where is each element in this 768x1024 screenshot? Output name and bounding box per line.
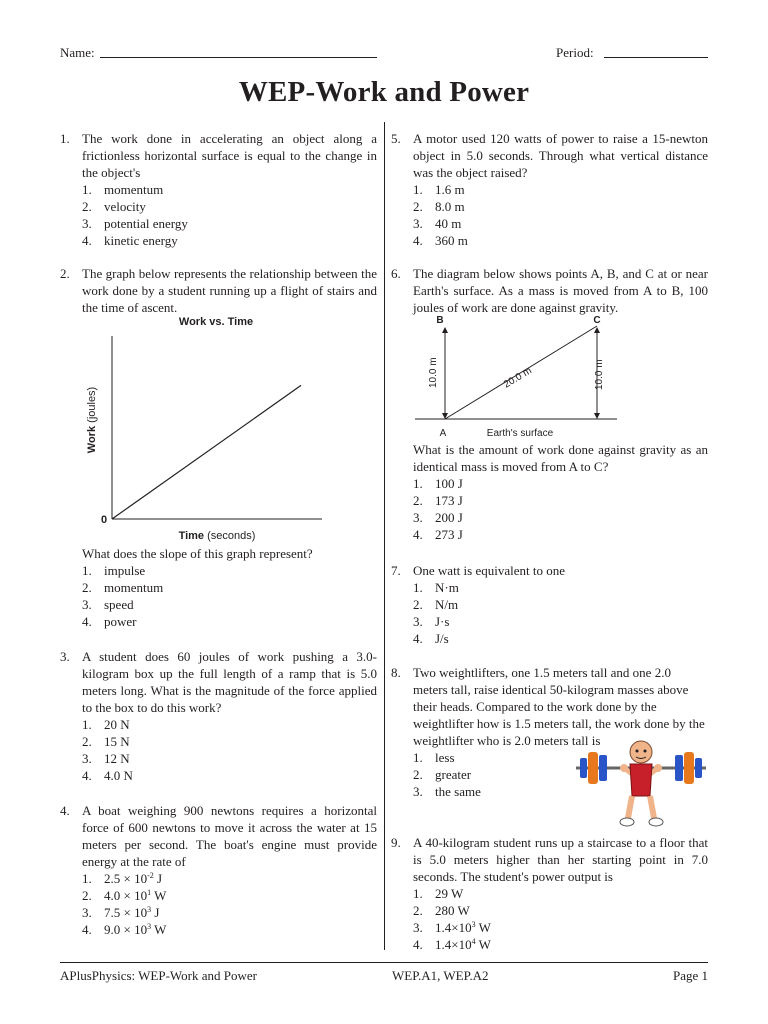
options-list [413, 579, 708, 647]
option-unit: J [151, 905, 160, 920]
svg-text:Work (joules) [86, 387, 98, 453]
option-4[interactable]: 4. 4.0 N [82, 768, 133, 783]
question-6-prompt [391, 441, 708, 543]
point-b-label: B [436, 315, 444, 326]
option-text: J·s [435, 614, 450, 629]
option-2[interactable]: 2. momentum [82, 580, 164, 595]
option-text: 100 J [435, 476, 463, 491]
option-3[interactable]: 3. $1.4\times 10^3$ W [413, 920, 491, 935]
question-number: 5. [391, 131, 401, 146]
question-3 [60, 648, 377, 784]
chart-title: Work vs. Time [178, 316, 254, 328]
name-label: Name: [60, 45, 95, 60]
y-label-units: (joules) [86, 386, 98, 423]
option-1[interactable]: 1. less [413, 750, 455, 765]
question-number: 8. [391, 665, 401, 680]
option-text: power [104, 614, 137, 629]
option-text: 280 W [435, 903, 470, 918]
height-ab-label: 10.0 m [428, 357, 439, 388]
option-2[interactable]: 2. greater [413, 767, 472, 782]
option-mantissa: 7.5 × 10 [104, 905, 148, 920]
question-2 [60, 265, 377, 316]
option-2[interactable]: 2. velocity [82, 199, 146, 214]
footer-page-number: Page 1 [672, 968, 708, 983]
height-c-label: 10.0 m [594, 359, 605, 390]
question-stem: The work done in accelerating an object along a frictionless horizontal surface is equal to the change in the object's [82, 131, 377, 180]
option-mantissa: 2.5 × 10 [104, 871, 148, 886]
question-7 [391, 562, 708, 647]
option-2[interactable]: 2. 173 J [413, 493, 463, 508]
option-4[interactable]: 4. 273 J [413, 527, 463, 542]
option-text: impulse [104, 563, 146, 578]
option-text: kinetic energy [104, 233, 178, 248]
x-label-units: (seconds) [207, 530, 256, 542]
point-a-label: A [439, 428, 447, 439]
options-list [82, 181, 377, 249]
question-6 [391, 265, 708, 316]
series-line-work [112, 385, 301, 519]
option-exponent: 3 [471, 920, 476, 929]
question-stem: The graph below represents the relationship between the work done by a student running up a flight of stairs and the time of ascent. [82, 266, 377, 315]
options-list [413, 475, 708, 543]
option-2[interactable]: 2. $4.0 \times 10^1$ W [82, 888, 167, 903]
options-list [82, 716, 377, 784]
option-3[interactable]: 3. 200 J [413, 510, 463, 525]
options-list [413, 885, 708, 953]
y-axis-label [86, 387, 98, 453]
option-1[interactable]: 1. 20 N [82, 717, 130, 732]
question-9 [391, 834, 708, 953]
option-4[interactable]: 4. 360 m [413, 233, 468, 248]
question-number: 2. [60, 266, 70, 281]
option-2[interactable]: 2. 280 W [413, 903, 470, 918]
option-unit: W [151, 922, 167, 937]
option-mantissa: 1.4×10 [435, 937, 472, 952]
option-1[interactable]: 1. momentum [82, 182, 164, 197]
option-unit: W [151, 888, 167, 903]
x-label-main: Time [178, 530, 205, 542]
question-number: 1. [60, 131, 70, 146]
option-4[interactable]: 4. $9.0 \times 10^3$ W [82, 922, 167, 937]
option-exponent: 4 [471, 937, 476, 946]
option-text: J/s [435, 631, 449, 646]
option-text: less [435, 750, 455, 765]
option-2[interactable]: 2. 8.0 m [413, 199, 465, 214]
question-stem: Two weightlifters, one 1.5 meters tall and one 2.0 meters tall, raise identical 50-kilogram masses above their heads. Compared to the work done by the weightlifter how is 1.5 meters tall, the work done by the weightlifter who is 2.0 meters tall is [413, 665, 705, 748]
option-text: greater [435, 767, 472, 782]
option-text: 173 J [435, 493, 463, 508]
question-4 [60, 802, 377, 938]
points-diagram [410, 312, 625, 440]
option-mantissa: 1.4×10 [435, 920, 472, 935]
option-3[interactable]: 3. 12 N [82, 751, 130, 766]
option-text: N/m [435, 597, 459, 612]
option-exponent: 1 [147, 888, 152, 897]
option-3[interactable]: 3. potential energy [82, 216, 188, 231]
option-3[interactable]: 3. 40 m [413, 216, 462, 231]
question-number: 3. [60, 649, 70, 664]
work-vs-time-chart [80, 312, 340, 548]
x-axis-label [179, 530, 256, 542]
footer-center: WEP.A1, WEP.A2 [392, 968, 489, 983]
question-2-prompt [60, 545, 377, 630]
option-text: N·m [435, 580, 459, 595]
question-stem: One watt is equivalent to one [413, 563, 565, 578]
question-prompt: What is the amount of work done against gravity as an identical mass is moved from A to C? [413, 442, 708, 474]
option-text: 1.6 m [435, 182, 465, 197]
option-text: the same [435, 784, 481, 799]
options-list [82, 562, 377, 630]
option-1[interactable]: 1. 29 W [413, 886, 464, 901]
option-text: speed [104, 597, 134, 612]
footer-left: APlusPhysics: WEP-Work and Power [60, 968, 257, 983]
page-title: WEP-Work and Power [238, 76, 530, 108]
question-stem: A motor used 120 watts of power to raise a 15-newton object in 5.0 seconds. Through what vertical distance was the object raised? [413, 131, 708, 180]
option-3[interactable]: 3. J·s [413, 614, 450, 629]
option-text: potential energy [104, 216, 188, 231]
option-4[interactable]: 4. kinetic energy [82, 233, 178, 248]
slope-label: 20.0 m [501, 365, 534, 391]
option-1[interactable]: 1. 1.6 m [413, 182, 465, 197]
option-4[interactable]: 4. $1.4\times 10^4$ W [413, 937, 491, 952]
option-1[interactable]: 1. 100 J [413, 476, 463, 491]
option-1[interactable]: 1. $2.5 \times 10^{-2}$ J [82, 871, 163, 886]
question-number: 4. [60, 803, 70, 818]
option-text: momentum [104, 182, 164, 197]
options-list [413, 181, 708, 249]
question-1 [60, 130, 377, 249]
point-c-label: C [593, 315, 601, 326]
question-5 [391, 130, 708, 249]
option-unit: W [475, 937, 491, 952]
question-number: 6. [391, 266, 401, 281]
option-text: 12 N [104, 751, 130, 766]
option-text: 15 N [104, 734, 130, 749]
option-unit: W [475, 920, 491, 935]
option-3[interactable]: 3. speed [82, 597, 134, 612]
option-text: 29 W [435, 886, 464, 901]
option-unit: J [153, 871, 163, 886]
option-mantissa: 4.0 × 10 [104, 888, 148, 903]
earth-surface-label: Earth's surface [486, 428, 554, 439]
option-text: 20 N [104, 717, 130, 732]
option-3[interactable]: 3. $7.5 \times 10^3$ J [82, 905, 160, 920]
option-1[interactable]: 1. N·m [413, 580, 459, 595]
question-stem: A boat weighing 900 newtons requires a horizontal force of 600 newtons to move it across the water at 15 meters per second. The boat's engine must provide energy at the rate of [82, 803, 377, 869]
option-text: momentum [104, 580, 164, 595]
question-stem: A student does 60 joules of work pushing a 3.0-kilogram box up the full length of a ramp that is 5.0 meters long. What is the magnitude of the force applied to the box to do this work? [82, 649, 377, 715]
footer-rule [60, 962, 708, 963]
option-text: 4.0 N [104, 768, 133, 783]
option-2[interactable]: 2. N/m [413, 597, 459, 612]
option-text: 360 m [435, 233, 468, 248]
option-exponent: 3 [147, 922, 152, 931]
option-4[interactable]: 4. J/s [413, 631, 449, 646]
option-1[interactable]: 1. impulse [82, 563, 146, 578]
option-exponent: 3 [147, 905, 152, 914]
question-number: 9. [391, 835, 401, 850]
period-label: Period: [556, 45, 594, 60]
option-3[interactable]: 3. the same [413, 784, 481, 799]
option-4[interactable]: 4. power [82, 614, 137, 629]
question-number: 7. [391, 563, 401, 578]
option-text: 273 J [435, 527, 463, 542]
period-field[interactable] [604, 57, 708, 58]
weightlifter-illustration [570, 738, 712, 832]
question-stem: A 40-kilogram student runs up a staircase to a floor that is 5.0 meters higher than her starting point in 7.0 seconds. The student's power output is [413, 835, 708, 884]
options-list [82, 870, 377, 938]
option-text: velocity [104, 199, 146, 214]
question-prompt: What does the slope of this graph represent? [82, 546, 313, 561]
question-stem: The diagram below shows points A, B, and C at or near Earth's surface. As a mass is moved from A to B, 100 joules of work are done against gravity. [413, 266, 708, 315]
option-mantissa: 9.0 × 10 [104, 922, 148, 937]
option-text: 200 J [435, 510, 463, 525]
option-text: 40 m [435, 216, 462, 231]
option-exponent: -2 [147, 871, 154, 880]
option-text: 8.0 m [435, 199, 465, 214]
option-2[interactable]: 2. 15 N [82, 734, 130, 749]
column-divider [384, 122, 385, 950]
y-label-main: Work [86, 425, 98, 454]
name-field[interactable] [100, 57, 377, 58]
origin-label: 0 [101, 514, 108, 526]
